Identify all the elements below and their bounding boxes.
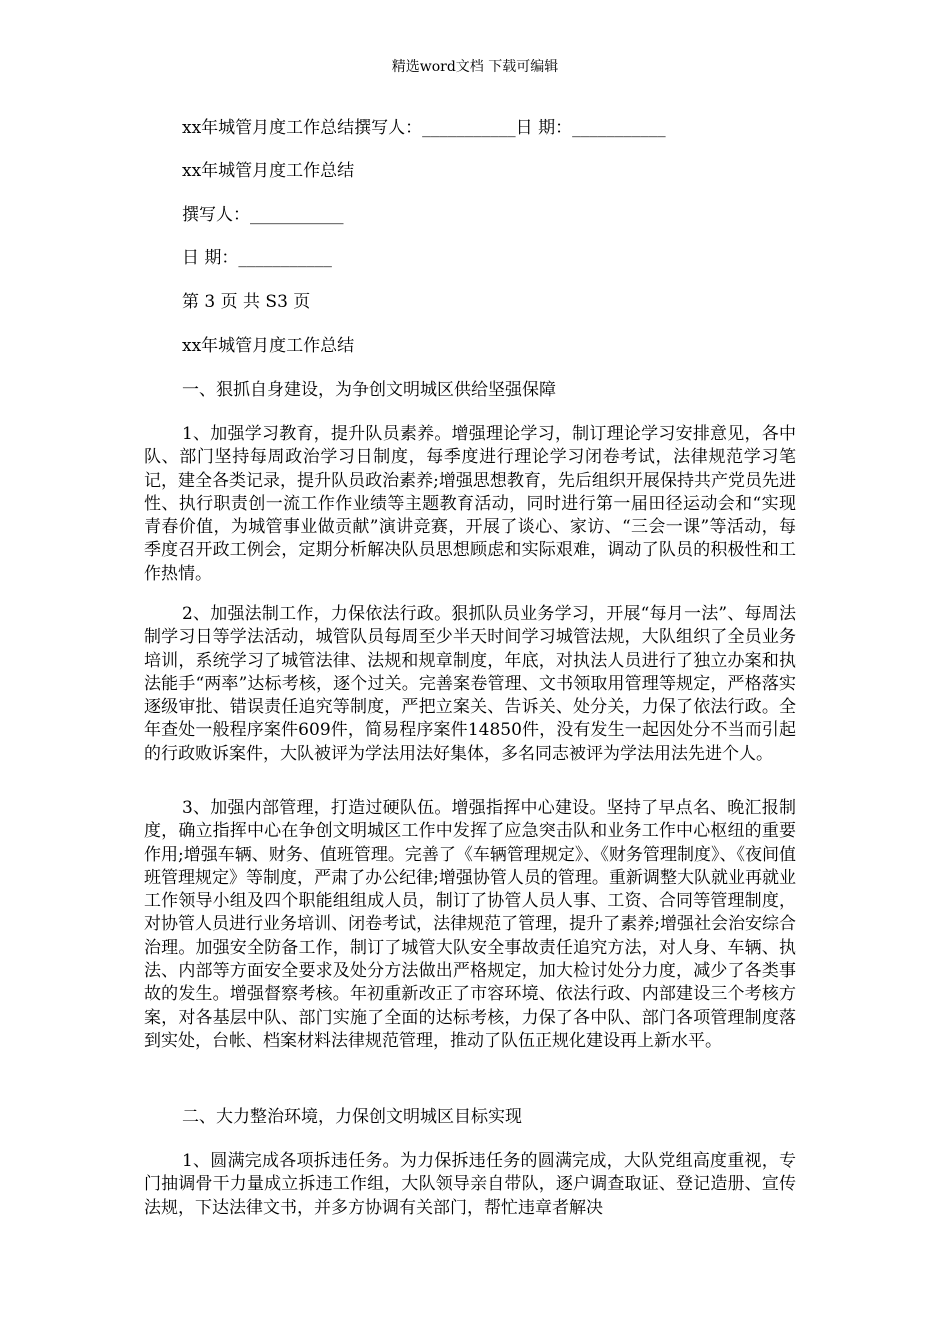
section-heading-2: 二、大力整治环境，力保创文明城区目标实现 (182, 1107, 522, 1127)
author-line: 撰写人：___________ (182, 205, 344, 225)
section-heading-1: 一、狠抓自身建设，为争创文明城区供给坚强保障 (182, 380, 556, 400)
document-title: xx年城管月度工作总结 (182, 161, 355, 181)
page-number-line: 第 3 页 共 S3 页 (182, 292, 311, 312)
page-header: 精选word文档 下载可编辑 (391, 59, 559, 75)
paragraph-1: 1、加强学习教育，提升队员素养。增强理论学习，制订理论学习安排意见，各中队、部门坚持每周政治学习日制度，每季度进行理论学习闭卷考试，法律规范学习笔记，建全各类记录，提升队员政治素养;增强思想教育，先后组织开展保持共产党员先进性、执行职责创一流工作作业绩等主题教育活动，同时进行第一届田径运动会和“实现青春价值，为城管事业做贡献”演讲竞赛，开展了谈心、家访、“三会一课”等活动，每季度召开政工例会，定期分析解决队员思想顾虑和实际艰难，调动了队员的积极性和工作热情。 (144, 424, 796, 584)
document-title-repeat: xx年城管月度工作总结 (182, 336, 355, 356)
date-line: 日 期：___________ (182, 248, 332, 268)
paragraph-2: 2、加强法制工作，力保依法行政。狠抓队员业务学习，开展“每月一法”、每周法制学习日等学法活动，城管队员每周至少半天时间学习城管法规，大队组织了全员业务培训，系统学习了城管法律、法规和规章制度，年底，对执法人员进行了独立办案和执法能手“两率”达标考核，逐个过关。完善案卷管理、文书领取用管理等规定，严格落实逐级审批、错误责任追究等制度，严把立案关、告诉关、处分关，力保了依法行政。全年查处一般程序案件609件，简易程序案件14850件，没有发生一起因处分不当而引起的行政败诉案件，大队被评为学法用法好集体，多名同志被评为学法用法先进个人。 (144, 604, 796, 764)
paragraph-4: 1、圆满完成各项拆违任务。为力保拆违任务的圆满完成，大队党组高度重视，专门抽调骨干力量成立拆违工作组，大队领导亲自带队，逐户调查取证、登记造册、宣传法规，下达法律文书，并多方协调有关部门，帮忙违章者解决 (144, 1151, 796, 1218)
paragraph-3: 3、加强内部管理，打造过硬队伍。增强指挥中心建设。坚持了早点名、晚汇报制度，确立指挥中心在争创文明城区工作中发挥了应急突击队和业务工作中心枢纽的重要作用;增强车辆、财务、值班管理。完善了《车辆管理规定》、《财务管理制度》、《夜间值班管理规定》等制度，严肃了办公纪律;增强协管人员的管理。重新调整大队就业再就业工作领导小组及四个职能组组成人员，制订了协管人员人事、工资、合同等管理制度，对协管人员进行业务培训、闭卷考试，法律规范了管理，提升了素养;增强社会治安综合治理。加强安全防备工作，制订了城管大队安全事故责任追究方法，对人身、车辆、执法、内部等方面安全要求及处分方法做出严格规定，加大检讨处分力度，减少了各类事故的发生。增强督察考核。年初重新改正了市容环境、依法行政、内部建设三个考核方案，对各基层中队、部门实施了全面的达标考核，力保了各中队、部门各项管理制度落到实处，台帐、档案材料法律规范管理，推动了队伍正规化建设再上新水平。 (144, 798, 796, 1051)
meta-line: xx年城管月度工作总结撰写人：___________日 期：___________ (182, 118, 666, 138)
